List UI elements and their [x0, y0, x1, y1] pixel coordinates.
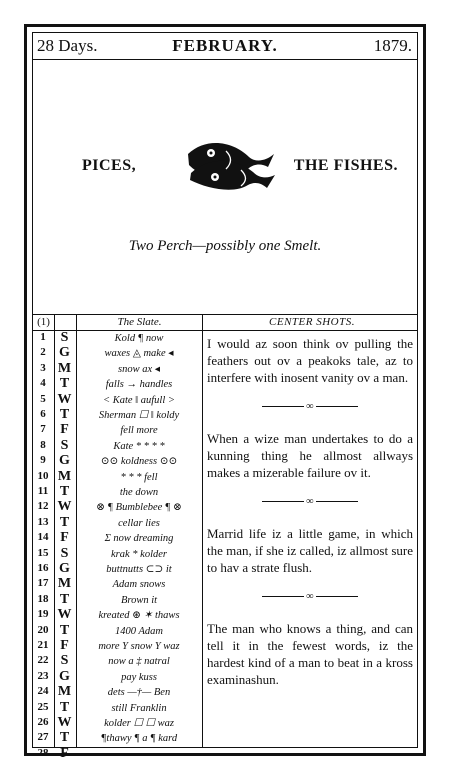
- fishes-icon: [181, 133, 281, 191]
- day-number: 11: [37, 485, 49, 497]
- day-number: 3: [40, 361, 46, 374]
- weekday-letter: F: [60, 745, 69, 761]
- table-row: [33, 701, 417, 716]
- day-number: 10: [37, 469, 49, 482]
- center-shots: [207, 335, 413, 698]
- inner-border: [32, 32, 418, 761]
- weekday-letter: G: [59, 668, 70, 684]
- slate-column-header: The Slate.: [117, 316, 162, 328]
- center-shot-1: I would az soon think ov pulling the feathers out ov a peakoks tale, az to interfere with inosent vanity ov a man.: [207, 336, 413, 385]
- slate-entry: Sherman ☐ ‖ koldy: [98, 410, 180, 421]
- day-number: 6: [40, 408, 46, 420]
- slate-entry: Kate * * * *: [113, 440, 165, 452]
- weekday-letter: S: [60, 653, 69, 669]
- slate-entry: pay kuss: [121, 671, 157, 683]
- slate-entry: ⊙⊙ koldness ⊙⊙: [100, 456, 178, 468]
- weekday-letter: G: [59, 345, 70, 361]
- table-row: [33, 731, 417, 746]
- weekday-letter: F: [60, 530, 69, 546]
- slate-entry: ¶thawy ¶ a ¶ kard: [100, 733, 178, 745]
- weekday-letter: S: [60, 545, 69, 561]
- weekday-letter: G: [59, 453, 70, 469]
- zodiac-latin-name: PICES,: [82, 157, 137, 174]
- center-shot-4: The man who knows a thing, and can tell it in the fewest words, iz the hardest kind of a man to beat in a kross examinashun.: [207, 621, 413, 687]
- day-number: 8: [40, 438, 46, 451]
- day-number: 5: [40, 392, 46, 405]
- top-bar: [33, 33, 417, 60]
- day-number: 27: [37, 731, 49, 744]
- slate-entry: the down: [119, 487, 159, 498]
- slate-entry: krak * kolder: [111, 548, 167, 560]
- weekday-letter: F: [60, 638, 69, 653]
- zodiac-header: [33, 60, 417, 315]
- weekday-letter: T: [59, 407, 70, 422]
- slate-entry: Brown it: [120, 594, 158, 606]
- month-title: FEBRUARY.: [172, 36, 278, 55]
- weekday-letter: W: [57, 607, 72, 623]
- day-number: 14: [37, 531, 49, 544]
- weekday-letter: M: [57, 360, 72, 376]
- year: 1879.: [373, 36, 412, 55]
- slate-entry: cellar lies: [118, 517, 160, 529]
- day-number: 28: [37, 746, 49, 759]
- weekday-letter: S: [60, 330, 69, 345]
- weekday-letter: W: [57, 715, 72, 730]
- slate-entry: dets —†— Ben: [107, 687, 171, 699]
- day-number: 21: [37, 639, 49, 651]
- weekday-letter: T: [59, 484, 70, 499]
- slate-entry: ⊗ ¶ Bumblebee ¶ ⊗: [96, 502, 182, 514]
- weekday-letter: S: [60, 437, 69, 453]
- slate-entry: Σ now dreaming: [104, 533, 174, 545]
- day-number: 4: [40, 377, 46, 390]
- day-number: 16: [37, 562, 49, 574]
- day-number: 25: [37, 700, 49, 713]
- slate-entry: * * * fell: [120, 471, 158, 483]
- center-shot-2: When a wize man undertakes to do a kunning thing he allmost allways makes a mizerable failure ov it.: [207, 431, 413, 480]
- center-shot-3: Marrid life iz a little game, in which the man, if she iz called, iz allmost sure to hav a strate flush.: [207, 526, 413, 575]
- table-row: [33, 747, 417, 762]
- slate-entry: < Kate ‖ aufull >: [103, 394, 175, 406]
- weekday-letter: T: [59, 376, 70, 392]
- table-row: [33, 716, 417, 731]
- slate-entry: waxes ◬ make ◂: [104, 348, 174, 360]
- number-column-header: (1): [37, 316, 50, 328]
- weekday-letter: T: [59, 730, 70, 746]
- day-number: 20: [37, 623, 49, 636]
- day-number: 22: [37, 654, 49, 667]
- table-header: [33, 315, 417, 331]
- slate-entry: now a ‡ natral: [108, 656, 170, 668]
- day-number: 23: [37, 669, 49, 682]
- day-number: 12: [37, 500, 49, 513]
- weekday-letter: F: [60, 422, 69, 438]
- ornament-divider: ∞: [207, 491, 413, 511]
- slate-entry: Kold ¶ now: [114, 333, 164, 344]
- zodiac-english-name: THE FISHES.: [293, 157, 398, 174]
- weekday-letter: T: [59, 591, 70, 607]
- calendar-page: [24, 24, 426, 761]
- day-number: 13: [37, 515, 49, 528]
- weekday-letter: W: [57, 499, 72, 515]
- slate-entry: kolder ☐ ☐ waz: [104, 718, 174, 729]
- day-number: 17: [37, 577, 49, 590]
- center-shots-header: CENTER SHOTS.: [269, 316, 355, 328]
- weekday-letter: M: [57, 468, 72, 484]
- slate-entry: 1400 Adam: [115, 625, 163, 637]
- ornament-divider: ∞: [207, 586, 413, 606]
- day-number: 19: [37, 608, 49, 621]
- days-count: 28 Days.: [37, 36, 98, 55]
- slate-entry: buttnutts ⊂⊃ it: [106, 564, 172, 575]
- day-number: 7: [40, 423, 46, 436]
- day-number: 1: [40, 331, 46, 343]
- weekday-letter: G: [59, 561, 70, 576]
- weekday-letter: T: [59, 514, 70, 530]
- slate-entry: snow ax ◂: [117, 363, 161, 375]
- slate-entry: fell more: [120, 425, 158, 437]
- day-number: 26: [37, 716, 49, 728]
- slate-entry: kreated ⊛ ✶ thaws: [98, 610, 180, 622]
- day-number: 2: [40, 346, 46, 359]
- calendar-table: [33, 315, 417, 761]
- weekday-letter: T: [59, 622, 70, 638]
- weekday-letter: W: [57, 391, 72, 407]
- day-number: 18: [37, 592, 49, 605]
- weekday-letter: M: [57, 576, 72, 592]
- slate-entry: falls → handles: [105, 379, 173, 391]
- day-number: 9: [40, 454, 46, 467]
- ornament-divider: ∞: [207, 396, 413, 416]
- day-number: 24: [37, 685, 49, 698]
- day-number: 15: [37, 546, 49, 559]
- slate-entry: more Υ snow Υ waz: [98, 641, 180, 652]
- motto: Two Perch—possibly one Smelt.: [128, 238, 322, 254]
- weekday-letter: M: [57, 684, 72, 700]
- slate-entry: Adam snows: [112, 579, 166, 591]
- weekday-letter: T: [59, 699, 70, 715]
- slate-entry: still Franklin: [111, 702, 167, 714]
